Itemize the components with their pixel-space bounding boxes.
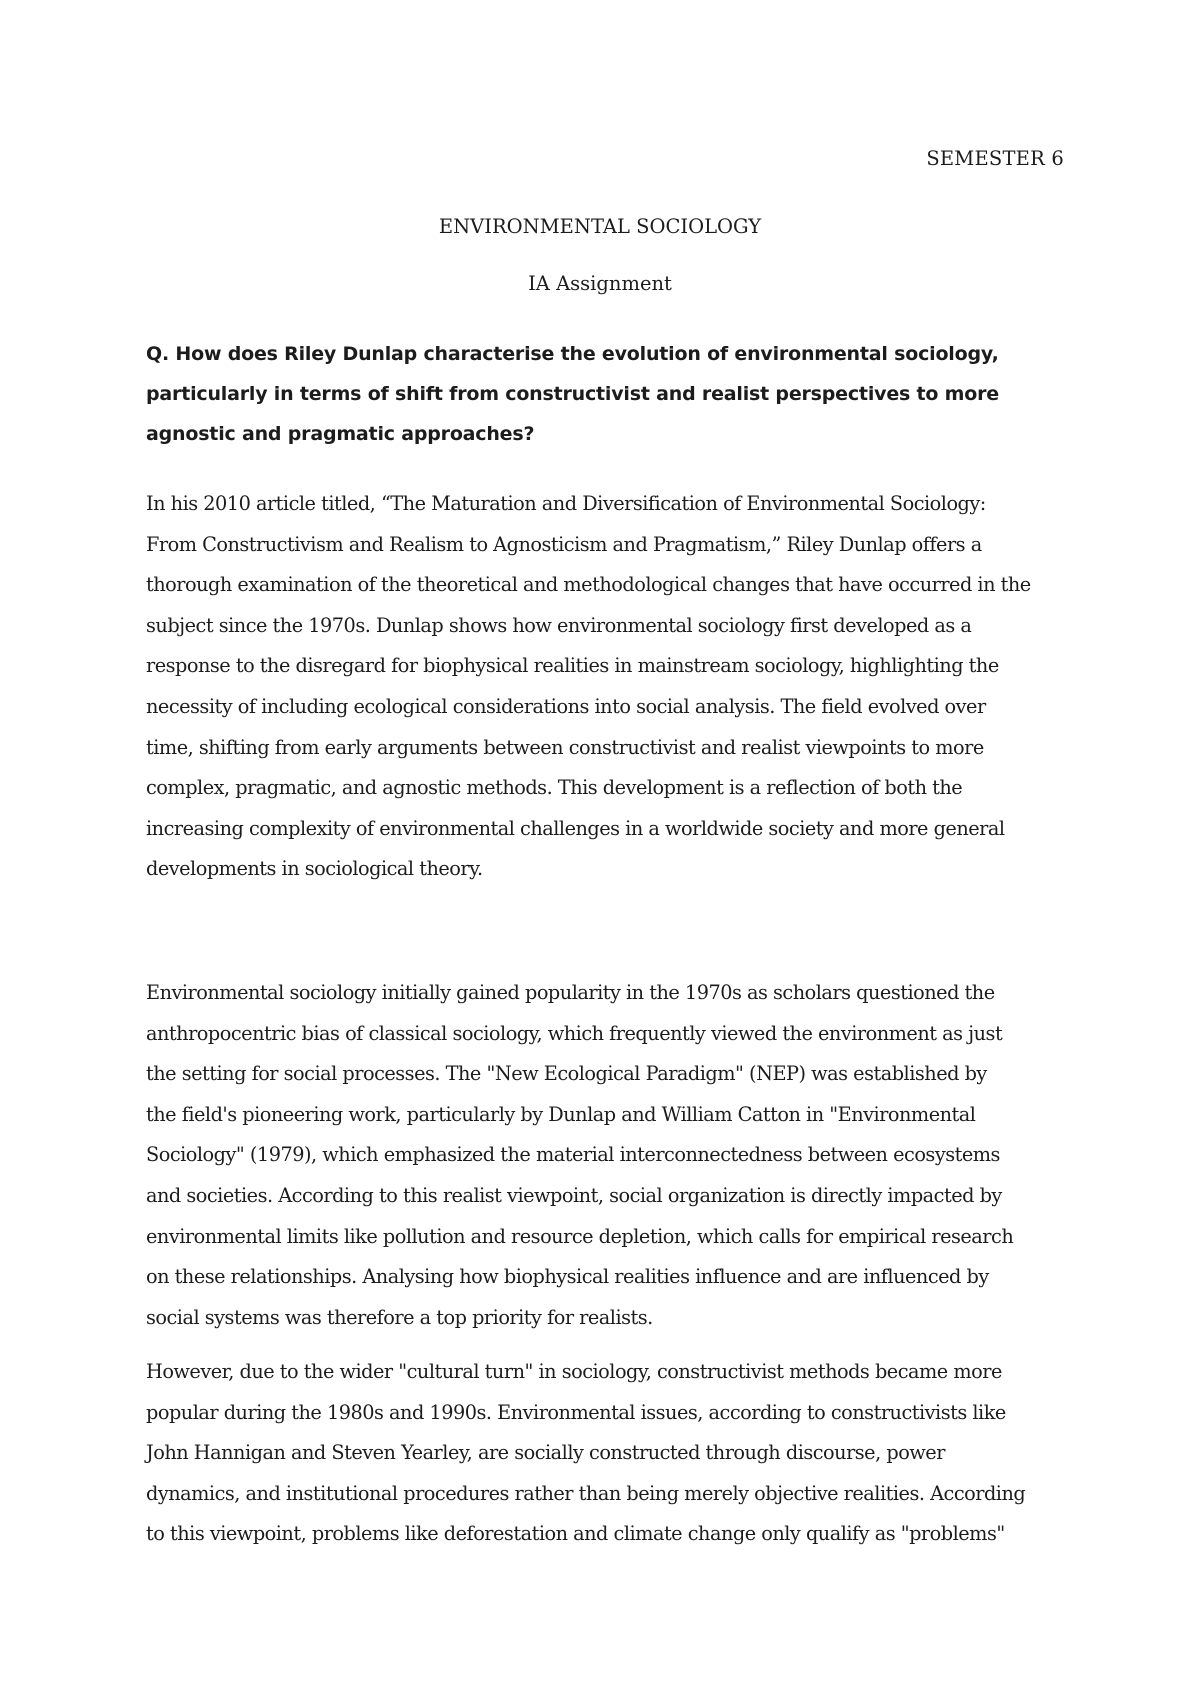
paragraph-line: increasing complexity of environmental challenges in a worldwide society and more general — [146, 816, 1005, 840]
paragraph-line: subject since the 1970s. Dunlap shows how environmental sociology first developed as a — [146, 613, 972, 637]
paragraph-line: response to the disregard for biophysical realities in mainstream sociology, highlighting the — [146, 654, 999, 678]
paragraph-line: popular during the 1980s and 1990s. Environmental issues, according to constructivists like — [146, 1400, 1006, 1424]
paragraph-line: environmental limits like pollution and resource depletion, which calls for empirical research — [146, 1224, 1014, 1248]
paragraph-line: and societies. According to this realist viewpoint, social organization is directly impacted by — [146, 1183, 1002, 1207]
paragraph-line: thorough examination of the theoretical and methodological changes that have occurred in the — [146, 573, 1031, 597]
document-subtitle: IA Assignment — [528, 272, 672, 295]
semester-label: SEMESTER 6 — [926, 147, 1064, 170]
paragraph-line: developments in sociological theory. — [146, 857, 483, 881]
question-line: agnostic and pragmatic approaches? — [146, 423, 535, 445]
paragraph-line: In his 2010 article titled, “The Maturation and Diversification of Environmental Sociology: — [146, 492, 986, 515]
paragraph-line: to this viewpoint, problems like deforestation and climate change only qualify as "problems" — [146, 1522, 1005, 1546]
paragraph-line: time, shifting from early arguments between constructivist and realist viewpoints to more — [146, 735, 984, 759]
paragraph-line: necessity of including ecological considerations into social analysis. The field evolved over — [146, 694, 986, 718]
paragraph-line: Sociology" (1979), which emphasized the material interconnectedness between ecosystems — [146, 1143, 1000, 1167]
paragraph-line: Environmental sociology initially gained popularity in the 1970s as scholars questioned the — [146, 981, 995, 1004]
paragraph-line: dynamics, and institutional procedures rather than being merely objective realities. According — [146, 1481, 1026, 1505]
question-line: Q. How does Riley Dunlap characterise the evolution of environmental sociology, — [146, 343, 999, 365]
question-line: particularly in terms of shift from constructivist and realist perspectives to more — [146, 383, 999, 405]
paragraph-constructivist — [146, 1352, 1076, 1555]
paragraph-line: However, due to the wider "cultural turn" in sociology, constructivist methods became more — [146, 1360, 1002, 1383]
document-title: ENVIRONMENTAL SOCIOLOGY — [438, 215, 762, 238]
question-block — [146, 334, 1066, 454]
paragraph-line: anthropocentric bias of classical sociology, which frequently viewed the environment as just — [146, 1021, 1003, 1045]
paragraph-line: complex, pragmatic, and agnostic methods. This development is a reflection of both the — [146, 776, 963, 800]
paragraph-line: From Constructivism and Realism to Agnosticism and Pragmatism,” Riley Dunlap offers a — [146, 532, 982, 556]
paragraph-line: social systems was therefore a top priority for realists. — [146, 1305, 653, 1329]
paragraph-line: on these relationships. Analysing how biophysical realities influence and are influenced by — [146, 1265, 989, 1289]
paragraph-intro — [146, 484, 1076, 890]
paragraph-line: the setting for social processes. The "New Ecological Paradigm" (NEP) was established by — [146, 1062, 987, 1086]
paragraph-line: the field's pioneering work, particularly by Dunlap and William Catton in "Environmental — [146, 1102, 976, 1126]
paragraph-line: John Hannigan and Steven Yearley, are socially constructed through discourse, power — [146, 1441, 945, 1465]
paragraph-realist — [146, 973, 1076, 1338]
